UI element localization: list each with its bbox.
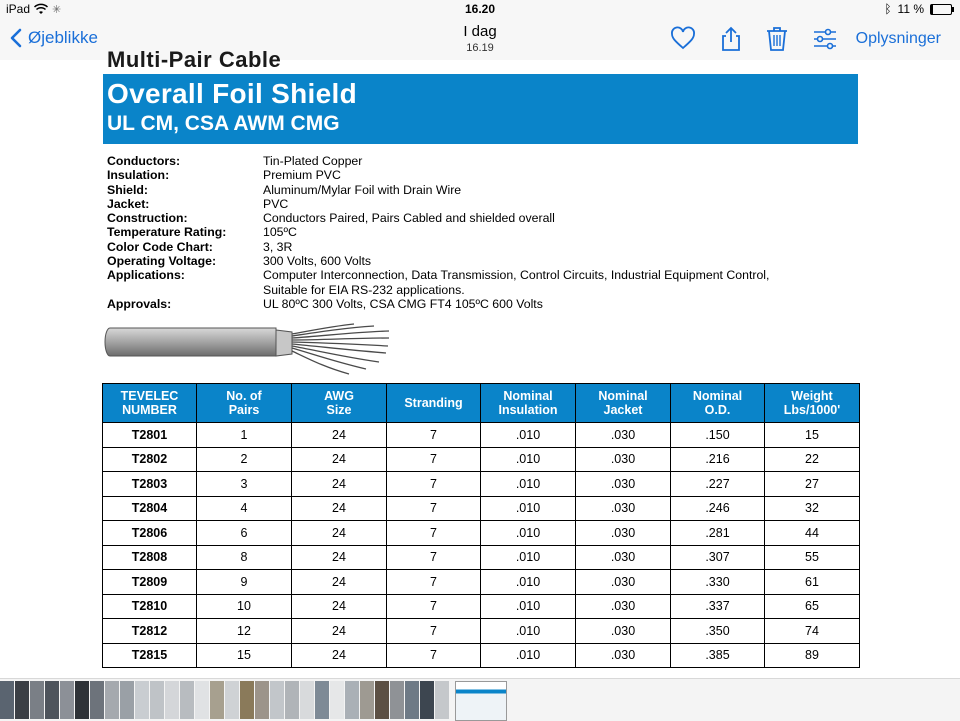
table-cell: 8 (197, 545, 292, 570)
part-number-cell: T2810 (103, 594, 197, 619)
photo-thumbnail[interactable] (225, 681, 239, 719)
photo-thumbnail[interactable] (390, 681, 404, 719)
table-cell: 7 (387, 521, 481, 546)
photo-thumbnail[interactable] (195, 681, 209, 719)
table-cell: 7 (387, 570, 481, 595)
table-cell: 15 (197, 643, 292, 668)
adjust-icon[interactable] (812, 26, 838, 52)
photo-thumbnail[interactable] (240, 681, 254, 719)
column-header-line: Insulation (498, 403, 558, 417)
spec-label: Color Code Chart: (107, 239, 213, 254)
table-cell: .030 (576, 472, 671, 497)
table-cell: 7 (387, 472, 481, 497)
table-cell: 9 (197, 570, 292, 595)
spec-row (107, 197, 803, 211)
spec-value: PVC (263, 196, 289, 211)
table-cell: 7 (387, 594, 481, 619)
column-header-line: No. of (226, 389, 262, 403)
table-cell: .385 (671, 643, 765, 668)
clock: 16.20 (464, 2, 496, 16)
cut-off-title: Multi-Pair Cable (107, 47, 282, 72)
part-number-cell: T2808 (103, 545, 197, 570)
table-cell: 7 (387, 545, 481, 570)
loading-icon: ✳ (52, 3, 62, 16)
table-cell: .216 (671, 447, 765, 472)
photo-thumbnail[interactable] (345, 681, 359, 719)
table-cell: 24 (292, 423, 387, 448)
spec-list (107, 154, 803, 311)
table-cell: .010 (481, 570, 576, 595)
column-header-line: NUMBER (122, 403, 177, 417)
table-cell: 22 (765, 447, 860, 472)
spec-label: Operating Voltage: (107, 254, 217, 269)
thumbnail-strip[interactable] (0, 678, 960, 721)
bluetooth-icon: ᛒ (884, 2, 892, 16)
photo-thumbnail[interactable] (180, 681, 194, 719)
table-cell: 4 (197, 496, 292, 521)
table-row (103, 447, 860, 472)
photo-thumbnail[interactable] (30, 681, 44, 719)
battery-percent: 11 % (897, 2, 924, 16)
table-cell: 55 (765, 545, 860, 570)
table-cell: 7 (387, 423, 481, 448)
photo-thumbnail[interactable] (0, 681, 14, 719)
spec-row (107, 240, 803, 254)
table-cell: .030 (576, 594, 671, 619)
selected-photo-thumbnail[interactable] (455, 681, 507, 721)
table-cell: 24 (292, 594, 387, 619)
photo-thumbnail[interactable] (375, 681, 389, 719)
spec-row (107, 154, 803, 168)
spec-label: Construction: (107, 211, 188, 226)
table-cell: .010 (481, 423, 576, 448)
table-cell: .030 (576, 496, 671, 521)
spec-row (107, 211, 803, 225)
table-cell: 3 (197, 472, 292, 497)
photo-thumbnail[interactable] (165, 681, 179, 719)
table-cell: .150 (671, 423, 765, 448)
banner-subtitle: UL CM, CSA AWM CMG (107, 112, 340, 135)
table-cell: .010 (481, 643, 576, 668)
spec-row (107, 225, 803, 239)
photo-thumbnail[interactable] (75, 681, 89, 719)
column-header-line: Size (326, 403, 352, 417)
spec-value: Premium PVC (263, 168, 341, 183)
spec-label: Applications: (107, 268, 185, 283)
part-number-cell: T2815 (103, 643, 197, 668)
part-number-cell: T2812 (103, 619, 197, 644)
table-row (103, 423, 860, 448)
part-number-cell: T2803 (103, 472, 197, 497)
column-header (671, 384, 765, 423)
column-header-line: Nominal (598, 389, 648, 403)
column-header-line: Stranding (404, 396, 463, 410)
table-cell: 65 (765, 594, 860, 619)
table-cell: .030 (576, 521, 671, 546)
photo-thumbnail[interactable] (270, 681, 284, 719)
part-number-cell: T2809 (103, 570, 197, 595)
spec-label: Shield: (107, 182, 148, 197)
banner-title: Overall Foil Shield (107, 78, 357, 109)
column-header-line: Pairs (228, 403, 260, 417)
table-cell: 7 (387, 619, 481, 644)
table-cell: 7 (387, 447, 481, 472)
table-row (103, 570, 860, 595)
photo-thumbnail[interactable] (210, 681, 224, 719)
product-table (102, 383, 860, 668)
table-cell: 12 (197, 619, 292, 644)
back-label: Øjeblikke (28, 28, 98, 47)
spec-value: Computer Interconnection, Data Transmission, Control Circuits, Industrial Equipment Control, Suitable for EIA RS-232 applications. (263, 268, 770, 297)
table-cell: .030 (576, 447, 671, 472)
table-cell: 7 (387, 496, 481, 521)
table-row (103, 619, 860, 644)
table-cell: .010 (481, 447, 576, 472)
table-cell: .030 (576, 570, 671, 595)
product-banner (103, 74, 858, 144)
photo-thumbnail[interactable] (330, 681, 344, 719)
spec-label: Insulation: (107, 168, 170, 183)
table-cell: .010 (481, 545, 576, 570)
spec-label: Temperature Rating: (107, 225, 227, 240)
table-cell: .010 (481, 496, 576, 521)
spec-value: 3, 3R (263, 239, 293, 254)
column-header (481, 384, 576, 423)
table-cell: 61 (765, 570, 860, 595)
cable-illustration (104, 322, 394, 378)
table-cell: 24 (292, 447, 387, 472)
column-header (387, 384, 481, 423)
heart-icon[interactable] (670, 26, 696, 52)
column-header-line: Lbs/1000' (783, 403, 841, 417)
table-cell: 24 (292, 496, 387, 521)
table-cell: 24 (292, 545, 387, 570)
column-header (197, 384, 292, 423)
photo-thumbnail[interactable] (360, 681, 374, 719)
spec-value: 300 Volts, 600 Volts (263, 254, 372, 269)
column-header-line: Nominal (692, 389, 743, 403)
table-cell: 7 (387, 643, 481, 668)
photo-thumbnail[interactable] (435, 681, 449, 719)
column-header-line: Jacket (603, 403, 643, 417)
table-row (103, 521, 860, 546)
photo-thumbnail[interactable] (45, 681, 59, 719)
table-cell: .307 (671, 545, 765, 570)
part-number-cell: T2806 (103, 521, 197, 546)
table-cell: .030 (576, 619, 671, 644)
trash-icon[interactable] (764, 26, 790, 52)
table-header-row (103, 384, 860, 423)
spec-row (107, 254, 803, 268)
spec-value: Conductors Paired, Pairs Cabled and shielded overall (263, 211, 555, 226)
table-row (103, 472, 860, 497)
spec-value: UL 80ºC 300 Volts, CSA CMG FT4 105ºC 600 Volts (263, 296, 543, 311)
table-cell: .010 (481, 521, 576, 546)
table-cell: 24 (292, 570, 387, 595)
table-cell: 2 (197, 447, 292, 472)
spec-value: Tin-Plated Copper (263, 154, 363, 168)
column-header-line: O.D. (704, 403, 731, 417)
table-cell: .030 (576, 643, 671, 668)
share-icon[interactable] (718, 26, 744, 52)
column-header (576, 384, 671, 423)
spec-row (107, 297, 803, 311)
part-number-cell: T2804 (103, 496, 197, 521)
spec-label: Conductors: (107, 154, 181, 168)
spec-value: Aluminum/Mylar Foil with Drain Wire (263, 182, 462, 197)
table-cell: .281 (671, 521, 765, 546)
table-cell: .337 (671, 594, 765, 619)
table-cell: .030 (576, 545, 671, 570)
table-cell: .010 (481, 619, 576, 644)
photo-thumbnail[interactable] (315, 681, 329, 719)
photo-thumbnail[interactable] (405, 681, 419, 719)
table-row (103, 594, 860, 619)
spec-row (107, 183, 803, 197)
table-row (103, 643, 860, 668)
photo-thumbnail[interactable] (135, 681, 149, 719)
table-cell: 24 (292, 643, 387, 668)
table-cell: 1 (197, 423, 292, 448)
battery-level (931, 5, 933, 14)
table-cell: .010 (481, 472, 576, 497)
table-cell: 89 (765, 643, 860, 668)
spec-label: Jacket: (107, 196, 150, 211)
photo-thumbnail[interactable] (60, 681, 74, 719)
table-cell: 24 (292, 521, 387, 546)
column-header (765, 384, 860, 423)
table-cell: 10 (197, 594, 292, 619)
table-cell: .030 (576, 423, 671, 448)
status-right (884, 2, 952, 16)
device-name: iPad (6, 2, 31, 16)
table-row (103, 545, 860, 570)
nav-title: I dag (463, 23, 497, 40)
photo-thumbnail[interactable] (300, 681, 314, 719)
table-cell: 74 (765, 619, 860, 644)
spec-label: Approvals: (107, 296, 172, 311)
table-cell: .227 (671, 472, 765, 497)
table-row (103, 496, 860, 521)
table-cell: 24 (292, 619, 387, 644)
photo-thumbnail[interactable] (90, 681, 104, 719)
table-cell: 27 (765, 472, 860, 497)
table-cell: .246 (671, 496, 765, 521)
column-header-line: Nominal (503, 389, 553, 403)
nav-subtitle: 16.19 (466, 42, 494, 54)
photo-thumbnail[interactable] (105, 681, 119, 719)
info-button[interactable]: Oplysninger (855, 30, 941, 47)
table-cell: 6 (197, 521, 292, 546)
photo-thumbnail[interactable] (15, 681, 29, 719)
spec-value: 105ºC (263, 225, 297, 240)
table-cell: .330 (671, 570, 765, 595)
photo-thumbnail[interactable] (150, 681, 164, 719)
column-header-line: TEVELEC (120, 389, 179, 403)
table-cell: .010 (481, 594, 576, 619)
column-header-line: AWG (324, 389, 354, 403)
battery-icon (930, 4, 952, 15)
column-header (292, 384, 387, 423)
column-header (103, 384, 197, 423)
table-cell: 24 (292, 472, 387, 497)
table-cell: 15 (765, 423, 860, 448)
part-number-cell: T2802 (103, 447, 197, 472)
spec-row (107, 268, 803, 297)
status-bar (0, 0, 960, 20)
spec-row (107, 168, 803, 182)
photo-thumbnail[interactable] (285, 681, 299, 719)
column-header-line: Weight (791, 389, 833, 403)
photo-thumbnail[interactable] (420, 681, 434, 719)
table-cell: .350 (671, 619, 765, 644)
photo-thumbnail[interactable] (255, 681, 269, 719)
table-cell: 44 (765, 521, 860, 546)
part-number-cell: T2801 (103, 423, 197, 448)
table-cell: 32 (765, 496, 860, 521)
photo-thumbnail[interactable] (120, 681, 134, 719)
